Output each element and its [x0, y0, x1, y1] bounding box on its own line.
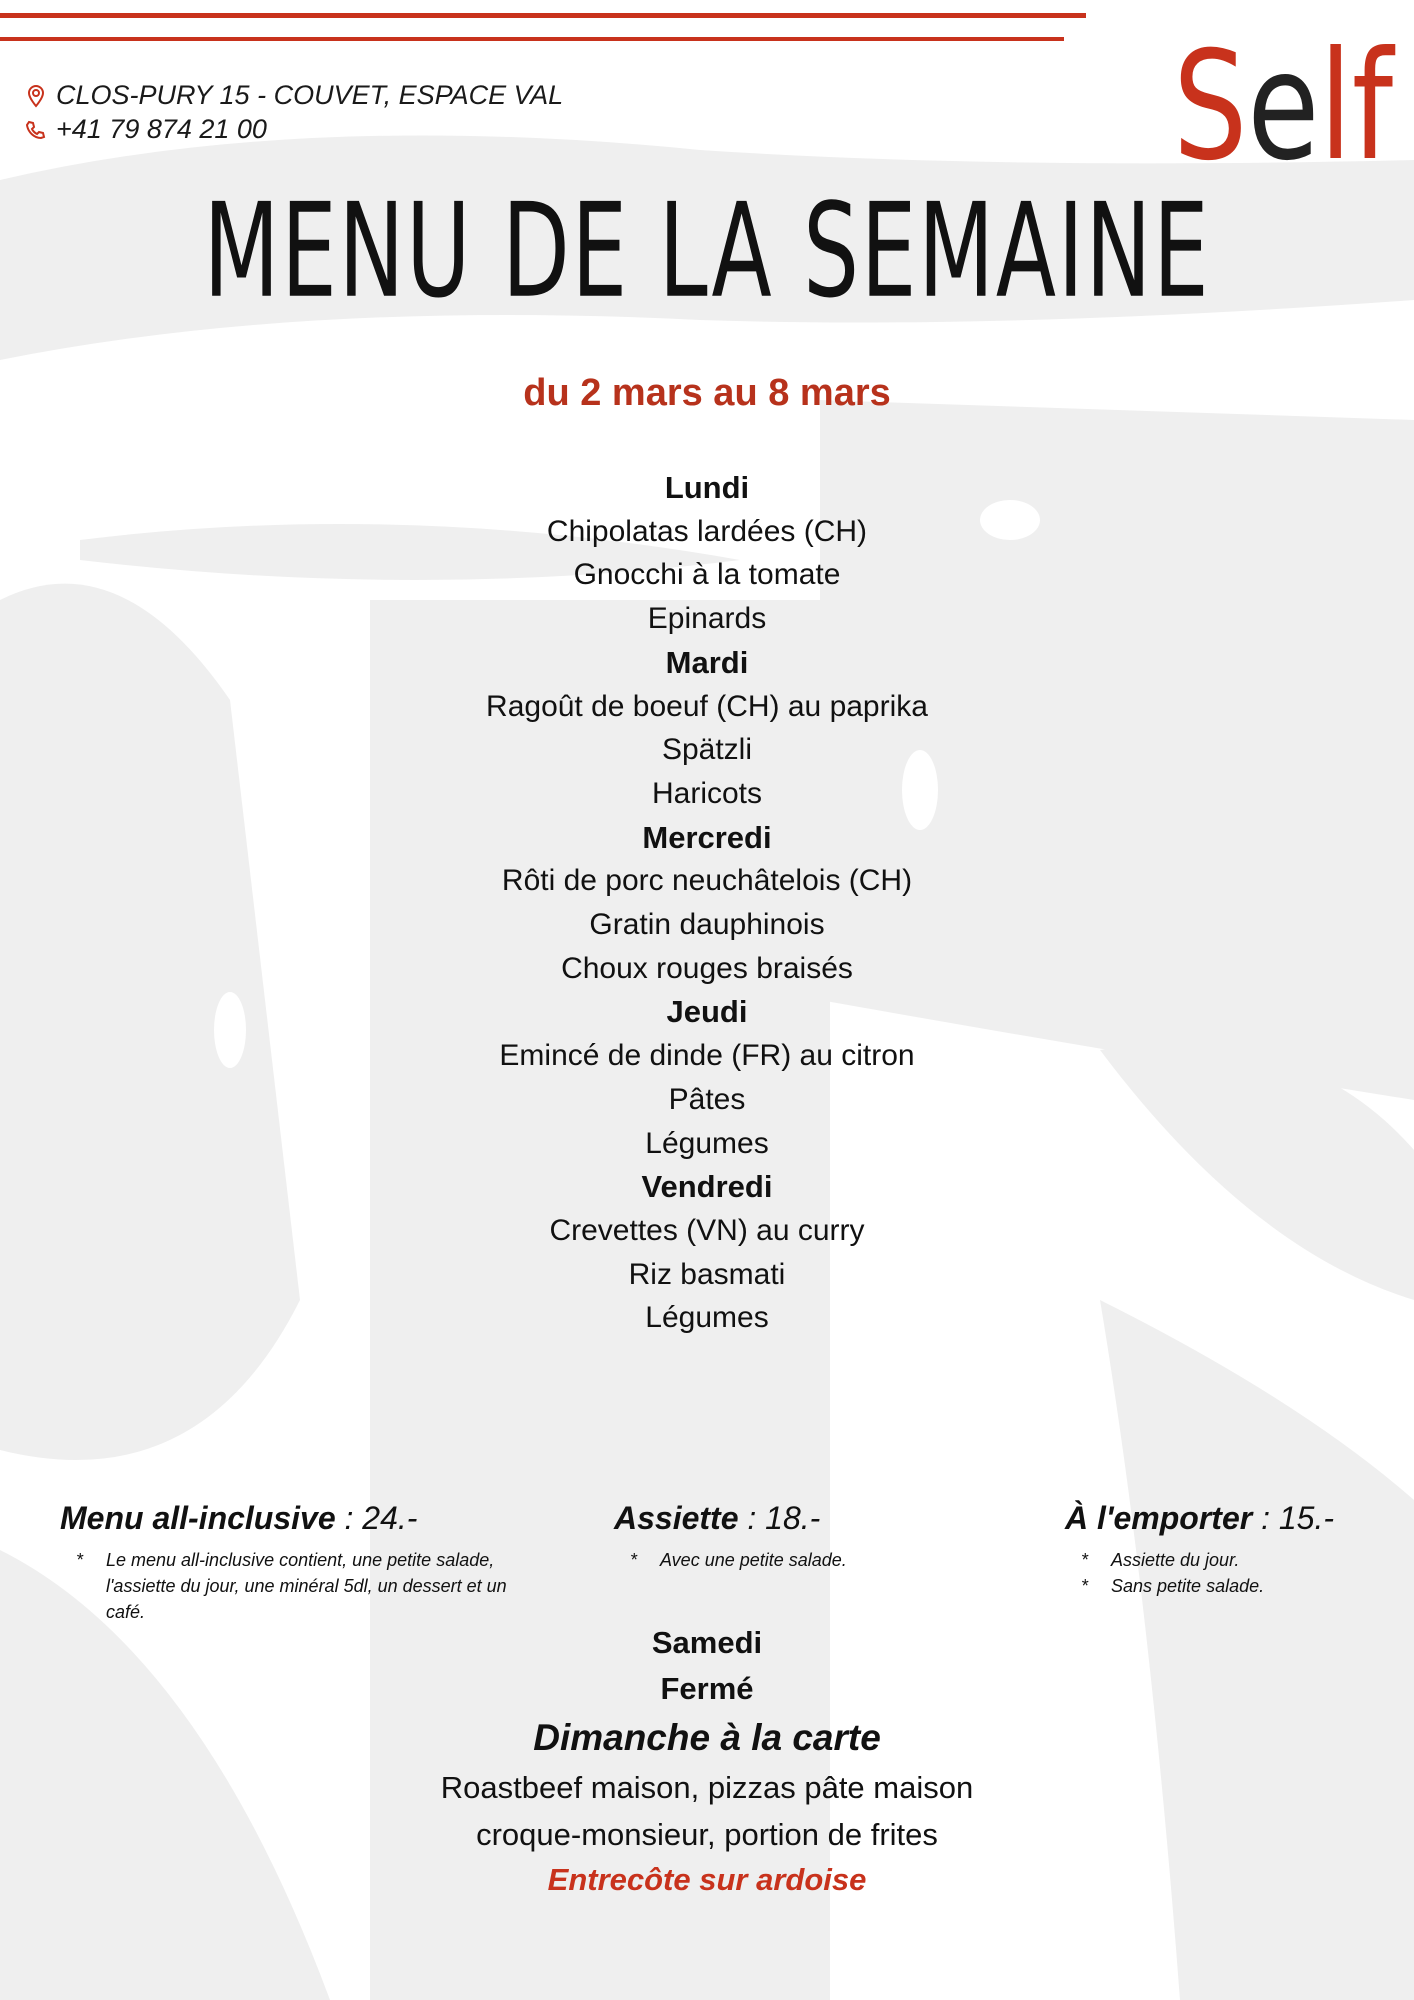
note-text: Assiette du jour.: [1111, 1550, 1240, 1570]
day-heading-vendredi: Vendredi: [641, 1169, 773, 1205]
price-assiette: [614, 1500, 847, 1573]
dish: Pâtes: [668, 1082, 746, 1116]
dish: Gratin dauphinois: [589, 908, 825, 942]
note-text: Le menu all-inclusive contient, une petite salade, l'assiette du jour, une minéral 5dl, un dessert et un café.: [106, 1550, 507, 1622]
dish: Emincé de dinde (FR) au citron: [499, 1039, 915, 1073]
price-label: Menu all-inclusive: [60, 1500, 336, 1536]
day-heading-lundi: Lundi: [664, 470, 750, 505]
price-label: À l'emporter: [1065, 1500, 1253, 1536]
dish: Spätzli: [661, 733, 753, 767]
address-text: CLOS-PURY 15 - COUVET, ESPACE VAL: [56, 80, 564, 110]
page-title: MENU DE LA SEMAINE: [203, 174, 1211, 327]
dish: Légumes: [645, 1126, 769, 1160]
location-pin-icon: [24, 84, 48, 108]
dish: Rôti de porc neuchâtelois (CH): [501, 864, 913, 898]
dish: Gnocchi à la tomate: [573, 558, 841, 592]
price-emporter: [1065, 1500, 1334, 1599]
address: [24, 80, 563, 111]
dish: Chipolatas lardées (CH): [546, 514, 868, 548]
dish: Légumes: [645, 1301, 769, 1335]
price-all-inclusive: [60, 1500, 540, 1625]
day-heading-mercredi: Mercredi: [642, 819, 772, 855]
saturday-label: Samedi: [651, 1625, 763, 1660]
header-rule-bottom: [0, 37, 1064, 41]
note: * Le menu all-inclusive contient, une petite salade, l'assiette du jour, une minéral 5dl, un dessert et un café.: [76, 1550, 507, 1622]
header-rule-top: [0, 13, 1086, 18]
dish: Choux rouges braisés: [561, 951, 853, 985]
sunday-line-2: croque-monsieur, portion de frites: [476, 1817, 938, 1852]
note-text: Avec une petite salade.: [660, 1550, 847, 1570]
phone-text: +41 79 874 21 00: [56, 114, 267, 144]
weekly-menu: [0, 466, 1414, 1340]
self-logo: [1170, 10, 1400, 170]
day-heading-mardi: Mardi: [665, 644, 749, 680]
note-text: Sans petite salade.: [1111, 1576, 1265, 1596]
price-label: Assiette: [614, 1500, 739, 1536]
svg-text:Self: Self: [1173, 18, 1394, 170]
dish: Crevettes (VN) au curry: [549, 1213, 865, 1247]
separator: :: [1252, 1500, 1279, 1536]
note: * Assiette du jour.: [1081, 1550, 1240, 1570]
price-value: 18.-: [765, 1500, 821, 1536]
dish: Haricots: [651, 776, 763, 810]
sunday-heading: Dimanche à la carte: [533, 1717, 881, 1758]
price-value: 15.-: [1278, 1500, 1335, 1536]
sunday-line-1: Roastbeef maison, pizzas pâte maison: [440, 1770, 974, 1805]
dish: Ragoût de boeuf (CH) au paprika: [486, 689, 928, 723]
note: * Avec une petite salade.: [630, 1550, 847, 1570]
note: * Sans petite salade.: [1081, 1576, 1265, 1596]
saturday-status: Fermé: [660, 1671, 754, 1706]
separator: :: [738, 1500, 766, 1536]
sunday-special: Entrecôte sur ardoise: [547, 1862, 867, 1897]
phone-icon: [24, 118, 48, 142]
separator: :: [335, 1500, 363, 1536]
price-value: 24.-: [362, 1500, 418, 1536]
dish: Riz basmati: [628, 1257, 786, 1291]
phone[interactable]: [24, 114, 267, 145]
dish: Epinards: [647, 602, 767, 636]
day-heading-jeudi: Jeudi: [666, 994, 748, 1030]
date-range: du 2 mars au 8 mars: [523, 372, 891, 414]
